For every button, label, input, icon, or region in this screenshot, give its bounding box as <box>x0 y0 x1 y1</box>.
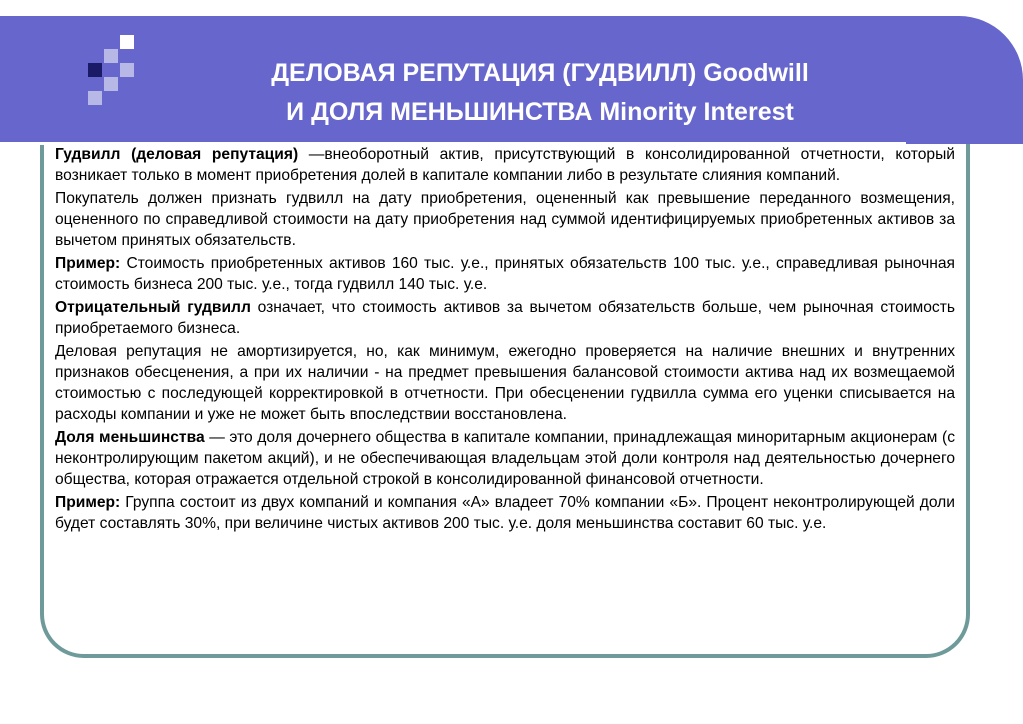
paragraph-text: Группа состоит из двух компаний и компания «А» владеет 70% компании «Б». Процент неконтролирующей доли будет составлять 30%, при величине чистых активов 200 тыс. у.е. доля меньшинства составит 60 тыс. у.е. <box>55 494 955 532</box>
slide-body <box>55 144 955 536</box>
slide-title <box>160 54 920 132</box>
term-example: Пример: <box>55 494 121 511</box>
paragraph-goodwill-definition <box>55 144 955 186</box>
term-minority-interest: Доля меньшинства <box>55 429 205 446</box>
paragraph-impairment <box>55 341 955 425</box>
logo-square <box>88 63 102 77</box>
term-negative-goodwill: Отрицательный гудвилл <box>55 299 251 316</box>
logo-square <box>104 77 118 91</box>
paragraph-text: Деловая репутация не амортизируется, но, как минимум, ежегодно проверяется на наличие внешних и внутренних признаков обесценения, а при их наличии - на предмет превышения балансовой стоимости актива над их возмещаемой стоимостью с последующей корректировкой в отчетности. При обесценении гудвилла сумма его уценки списывается на расходы компании и уже не может быть впоследствии восстановлена. <box>55 343 955 423</box>
paragraph-goodwill-example <box>55 253 955 295</box>
paragraph-text: Покупатель должен признать гудвилл на дату приобретения, оцененный как превышение переданного возмещения, оцененного по справедливой стоимости на дату приобретения над суммой идентифицируемых приобретенных активов за вычетом принятых обязательств. <box>55 190 955 249</box>
term-goodwill: Гудвилл (деловая репутация) <box>55 146 299 163</box>
logo-square <box>88 91 102 105</box>
paragraph-negative-goodwill <box>55 297 955 339</box>
title-banner <box>0 16 1023 144</box>
paragraph-minority-definition <box>55 427 955 490</box>
paragraph-goodwill-recognition <box>55 188 955 251</box>
title-line-1: ДЕЛОВАЯ РЕПУТАЦИЯ (ГУДВИЛЛ) Goodwill <box>271 59 809 87</box>
paragraph-minority-example <box>55 492 955 534</box>
paragraph-text: Стоимость приобретенных активов 160 тыс. у.е., принятых обязательств 100 тыс. у.е., справедливая рыночная стоимость бизнеса 200 тыс. у.е., тогда гудвилл 140 тыс. у.е. <box>55 255 955 293</box>
logo-square <box>104 49 118 63</box>
title-line-2: И ДОЛЯ МЕНЬШИНСТВА Minority Interest <box>286 98 794 126</box>
logo-square <box>120 63 134 77</box>
logo-square <box>120 35 134 49</box>
paragraph-text: —внеоборотный актив, присутствующий в консолидированной отчетности, который возникает только в момент приобретения долей в капитале компании либо в результате слияния компаний. <box>55 146 955 184</box>
paragraph-text: — это доля дочернего общества в капитале компании, принадлежащая миноритарным акционерам (с неконтролирующим пакетом акций), и не обеспечивающая владельцам этой доли контроля над деятельностью дочернего общества, которая отражается отдельной строкой в консолидированной финансовой отчетности. <box>55 429 955 488</box>
paragraph-text: означает, что стоимость активов за вычетом обязательств больше, чем рыночная стоимость приобретаемого бизнеса. <box>55 299 955 337</box>
term-example: Пример: <box>55 255 121 272</box>
